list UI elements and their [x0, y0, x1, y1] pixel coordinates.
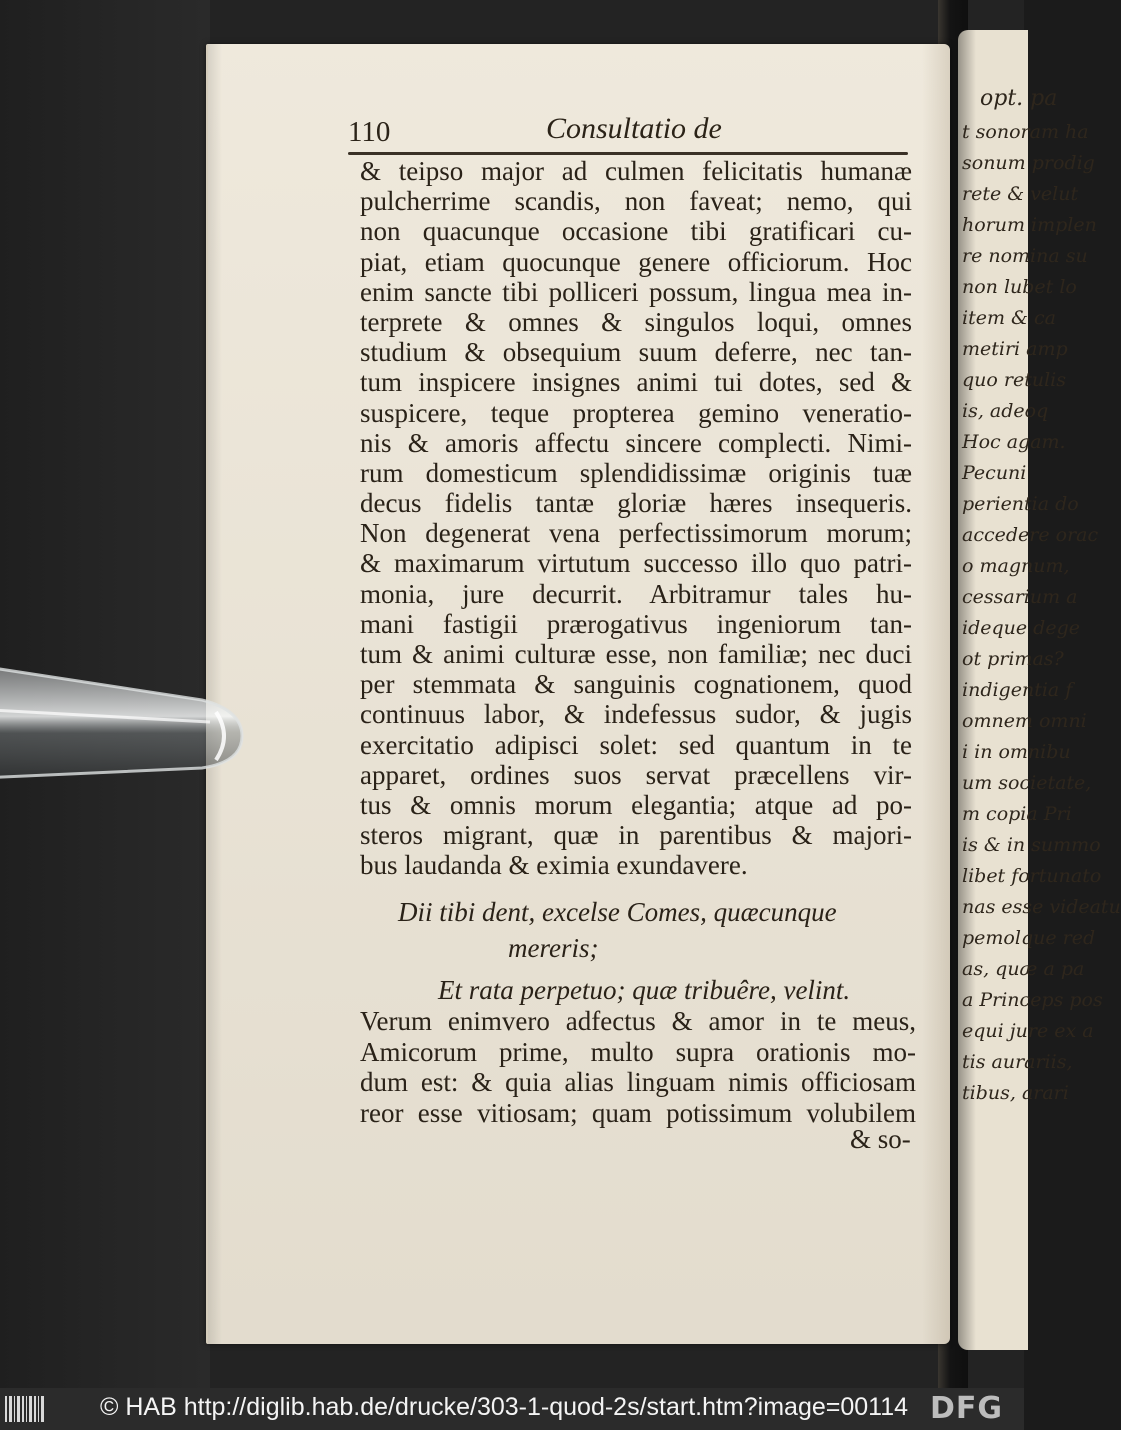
footer-bar: [0, 1388, 1024, 1430]
barcode-icon: [4, 1394, 48, 1424]
text-line: reor esse vitiosam; quam potissimum volubilem: [360, 1097, 916, 1128]
text-line: exercitatio adipisci solet: sed quantum in te: [360, 729, 912, 760]
glass-page-holder: [0, 660, 248, 784]
body-text-continued: [360, 1006, 916, 1128]
facing-page-line: perientia do: [962, 493, 1079, 515]
text-line: pulcherrime scandis, non faveat; nemo, qui: [360, 186, 912, 217]
facing-page-line: nas esse videatu: [962, 896, 1121, 918]
text-line: & teipso major ad culmen felicitatis humanæ: [360, 156, 912, 186]
facing-page-line: i in omnibu: [962, 741, 1071, 763]
text-line: decus fidelis tantæ gloriæ hæres insequeris.: [360, 488, 912, 519]
facing-page-line: re nomina su: [962, 245, 1088, 267]
text-line: per stemmata & sanguinis cognationem, quod: [360, 669, 912, 700]
verse-line: Et rata perpetuo; quæ tribuêre, velint.: [438, 975, 851, 1005]
facing-page-line: horum implen: [962, 214, 1097, 236]
facing-page-line: as, quæ a pa: [962, 958, 1085, 980]
text-line: nis & amoris affectu sincere complecti. Nimi-: [360, 427, 912, 458]
text-line: terprete & omnes & singulos loqui, omnes: [360, 306, 912, 337]
text-line: monia, jure decurrit. Arbitramur tales hu-: [360, 578, 912, 609]
facing-page-line: item & ca: [962, 307, 1056, 329]
text-line: steros migrant, quæ in parentibus & majori-: [360, 820, 912, 851]
verse-line: mereris;: [508, 933, 599, 963]
facing-page-line: is & in summo: [962, 834, 1101, 856]
text-line: Verum enimvero adfectus & amor in te meus,: [360, 1006, 916, 1036]
facing-page-line: ot primas?: [962, 648, 1064, 670]
text-line: continuus labor, & indefessus sudor, & jugis: [360, 699, 912, 730]
text-line: dum est: & quia alias linguam nimis officiosam: [360, 1067, 916, 1097]
facing-page-line: cessarium a: [962, 586, 1078, 608]
text-line: tum & animi culturæ esse, non familiæ; nec duci: [360, 639, 912, 669]
facing-page-line: metiri amp: [962, 338, 1068, 360]
text-line: suspicere, teque propterea gemino veneratio-: [360, 397, 912, 428]
facing-page-line: rete & velut: [962, 183, 1079, 205]
facing-page-line: a Princeps pos: [962, 989, 1103, 1011]
facing-page-line: ideque dege: [962, 617, 1080, 639]
dfg-logo: DFG: [930, 1391, 1004, 1426]
header-rule: [348, 152, 908, 155]
facing-page-line: accedere orac: [962, 524, 1099, 546]
facing-page-line: pemolque red: [962, 927, 1096, 949]
catchword: & so-: [850, 1124, 911, 1154]
text-line: mani fastigii prærogativus ingeniorum tan-: [360, 608, 912, 639]
text-line: & maximarum virtutum successo illo quo patri-: [360, 548, 912, 579]
text-line: rum domesticum splendidissimæ originis tuæ: [360, 457, 912, 488]
facing-page-line: opt. pa: [980, 86, 1058, 111]
text-line: apparet, ordines suos servat præcellens vir-: [360, 759, 912, 790]
text-line: Amicorum prime, multo supra orationis mo-: [360, 1036, 916, 1067]
facing-page-line: o magnum,: [962, 555, 1070, 577]
facing-page-line: indigentia f: [962, 679, 1073, 701]
text-line: bus laudanda & eximia exundavere.: [360, 850, 748, 881]
facing-page-line: Hoc agam.: [962, 431, 1066, 453]
text-line: piat, etiam quocunque genere officiorum. Hoc: [360, 246, 912, 277]
verse-quotation: [360, 894, 912, 1008]
facing-page-line: Pecuni: [962, 462, 1027, 484]
running-title: Consultatio de: [546, 112, 722, 145]
facing-page-line: t sonoram ha: [962, 121, 1089, 143]
body-text: [360, 156, 912, 881]
facing-page-line: omnem omni: [962, 710, 1087, 732]
text-line: tus & omnis morum elegantia; atque ad po-: [360, 789, 912, 820]
facing-page-line: um societate,: [962, 772, 1092, 794]
page-header: [348, 112, 908, 156]
facing-page-line: sonum prodig: [962, 152, 1095, 174]
source-link[interactable]: © HAB http://diglib.hab.de/drucke/303-1-quod-2s/start.htm?image=00114: [100, 1393, 909, 1421]
facing-page-line: non lubet lo: [962, 276, 1077, 298]
text-line: non quacunque occasione tibi gratificari cu-: [360, 216, 912, 247]
facing-page-line: equi jure ex a: [962, 1020, 1094, 1042]
verse-line: Dii tibi dent, excelse Comes, quæcunque: [398, 897, 837, 927]
text-line: studium & obsequium suum deferre, nec tan-: [360, 337, 912, 368]
facing-page-line: m copia Pri: [962, 803, 1072, 825]
facing-page: [958, 30, 1121, 1350]
facing-page-line: tis aurariis,: [962, 1051, 1073, 1073]
facing-page-line: tibus, arari: [962, 1082, 1069, 1104]
text-line: tum inspicere insignes animi tui dotes, sed &: [360, 367, 912, 398]
page-number: 110: [348, 116, 391, 148]
facing-page-line: is, adeoq: [962, 400, 1049, 422]
facing-page-line: quo retulis: [962, 369, 1066, 391]
text-line: Non degenerat vena perfectissimorum morum;: [360, 518, 912, 549]
text-line: enim sancte tibi polliceri possum, lingua mea in-: [360, 276, 912, 307]
facing-page-line: libet fortunato: [962, 865, 1102, 887]
